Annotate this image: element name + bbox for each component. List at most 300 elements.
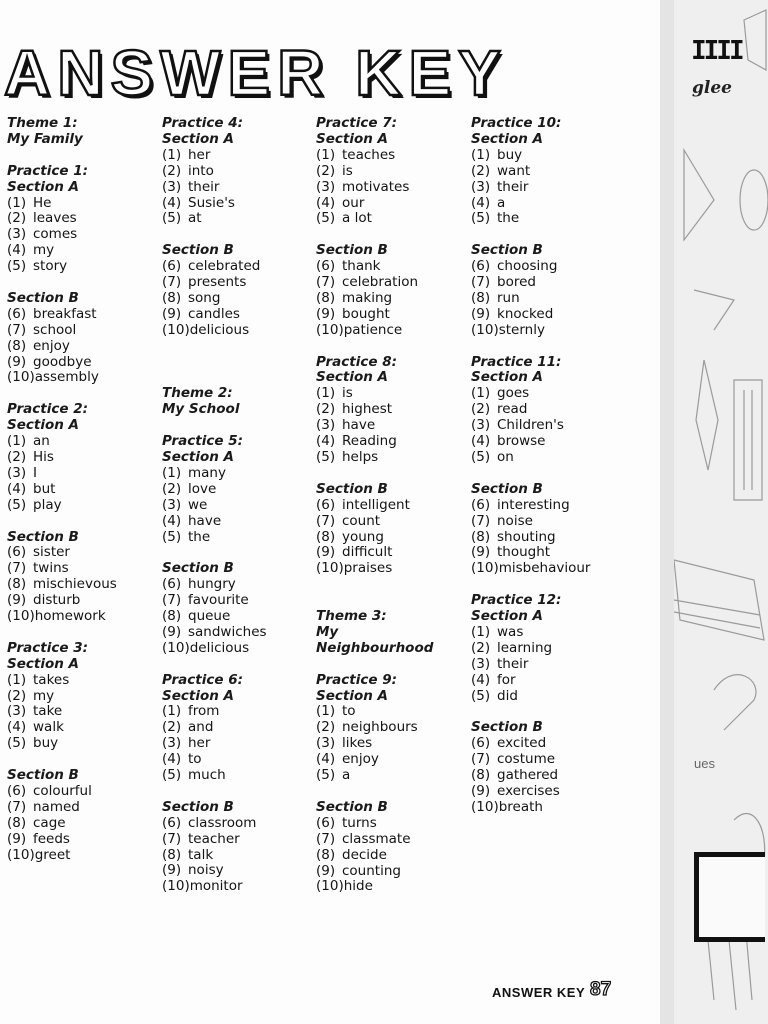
block-spacer: [7, 752, 159, 768]
item-number: (7): [162, 592, 182, 609]
answer-item: [316, 832, 468, 848]
item-answer: teaches: [342, 146, 396, 163]
item-number: (7): [471, 751, 491, 768]
answer-item: [316, 704, 468, 720]
item-number: (3): [316, 417, 336, 434]
answer-item: [471, 768, 623, 784]
item-answer: I: [33, 464, 37, 481]
page-title: ANSWER KEY: [4, 37, 508, 109]
item-number: (9): [316, 544, 336, 561]
section-heading: Theme 2:: [162, 385, 233, 402]
adjacent-logo-text: glee: [692, 78, 732, 98]
answer-item: [316, 307, 468, 323]
item-number: (9): [162, 305, 182, 322]
item-number: (2): [162, 162, 182, 179]
item-number: (1): [7, 194, 27, 211]
item-answer: story: [33, 258, 68, 275]
answer-item: [7, 577, 159, 593]
item-answer: to: [342, 703, 356, 720]
item-answer: thought: [497, 544, 551, 561]
answer-item: [7, 307, 159, 323]
answer-item: [471, 689, 623, 705]
answer-item: [471, 386, 623, 402]
item-answer: homework: [34, 608, 106, 625]
item-number: (9): [471, 305, 491, 322]
answer-item: [162, 752, 314, 768]
item-number: (4): [162, 751, 182, 768]
answer-item: [7, 498, 159, 514]
section-heading: My Family: [7, 130, 83, 147]
answer-item: [7, 561, 159, 577]
answer-item: [7, 466, 159, 482]
section-heading: Practice 9:: [316, 671, 397, 688]
item-answer: delicious: [189, 639, 250, 656]
answer-item: [316, 720, 468, 736]
item-number: (5): [471, 687, 491, 704]
item-answer: her: [188, 146, 211, 163]
item-answer: Susie's: [188, 194, 235, 211]
answer-item: [471, 561, 623, 577]
section-heading: Neighbourhood: [316, 639, 434, 656]
item-answer: celebrated: [188, 258, 261, 275]
block-spacer: [471, 704, 623, 720]
answer-item: [316, 514, 468, 530]
item-answer: talk: [188, 846, 214, 863]
block-spacer: [162, 545, 314, 561]
item-answer: noisy: [188, 862, 224, 879]
section-heading: Section A: [162, 130, 234, 147]
item-number: (7): [316, 274, 336, 291]
item-answer: goes: [497, 385, 530, 402]
answer-item: [162, 291, 314, 307]
answer-item: [471, 434, 623, 450]
block-spacer: [162, 784, 314, 800]
answer-item: [162, 259, 314, 275]
item-answer: sternly: [498, 321, 545, 338]
answer-item: [7, 816, 159, 832]
section-heading: Practice 2:: [7, 401, 88, 418]
item-answer: assembly: [34, 369, 99, 386]
item-number: (5): [316, 210, 336, 227]
item-answer: comes: [33, 226, 78, 243]
item-answer: motivates: [342, 178, 410, 195]
item-answer: breath: [498, 798, 543, 815]
section-heading: Practice 7:: [316, 115, 397, 131]
item-answer: feeds: [33, 830, 70, 847]
answer-item: [471, 545, 623, 561]
item-answer: interesting: [497, 496, 570, 513]
section-heading: Practice 5:: [162, 433, 243, 450]
answer-item: [316, 402, 468, 418]
item-number: (5): [162, 210, 182, 227]
item-answer: excited: [497, 735, 547, 752]
item-answer: buy: [497, 146, 523, 163]
item-number: (10): [162, 321, 190, 338]
item-answer: enjoy: [33, 337, 70, 354]
answer-item: [7, 196, 159, 212]
answer-item: [162, 641, 314, 657]
answer-item: [162, 196, 314, 212]
block-spacer: [316, 577, 468, 593]
item-number: (9): [471, 544, 491, 561]
item-answer: a: [497, 194, 506, 211]
footer-label: ANSWER KEY: [492, 985, 586, 1000]
answer-item: [471, 211, 623, 227]
answer-item: [162, 530, 314, 546]
item-answer: making: [342, 289, 393, 306]
item-answer: noise: [497, 512, 533, 529]
item-number: (9): [162, 862, 182, 879]
answer-item: [471, 784, 623, 800]
block-spacer: [162, 339, 314, 355]
answer-item: [7, 211, 159, 227]
answer-item: [316, 752, 468, 768]
answer-item: [162, 704, 314, 720]
item-number: (1): [471, 146, 491, 163]
answer-item: [471, 498, 623, 514]
item-number: (9): [316, 862, 336, 879]
item-answer: cage: [33, 814, 66, 831]
section-heading: Section B: [316, 480, 388, 497]
item-number: (6): [7, 544, 27, 561]
section-heading: Section B: [316, 798, 388, 815]
item-answer: sandwiches: [188, 623, 267, 640]
answer-item: [316, 864, 468, 880]
item-number: (2): [316, 719, 336, 736]
answer-item: [162, 863, 314, 879]
section-heading: Practice 12:: [471, 592, 562, 609]
item-answer: song: [188, 289, 221, 306]
item-answer: thank: [342, 258, 381, 275]
item-answer: neighbours: [342, 719, 418, 736]
item-answer: choosing: [497, 258, 558, 275]
item-answer: from: [188, 703, 220, 720]
item-answer: a: [342, 767, 351, 784]
answer-item: [316, 211, 468, 227]
item-number: (2): [162, 719, 182, 736]
item-number: (1): [7, 671, 27, 688]
section-heading: Practice 1:: [7, 162, 88, 179]
section-heading: Practice 11:: [471, 353, 562, 370]
item-answer: highest: [342, 401, 393, 418]
item-answer: Reading: [342, 433, 397, 450]
item-number: (1): [471, 623, 491, 640]
item-number: (1): [316, 385, 336, 402]
answer-item: [7, 243, 159, 259]
item-answer: their: [497, 655, 529, 672]
item-number: (4): [316, 751, 336, 768]
answer-item: [7, 355, 159, 371]
answer-column-4: [471, 116, 623, 816]
item-number: (8): [162, 846, 182, 863]
section-heading: Section A: [162, 448, 234, 465]
block-spacer: [316, 657, 468, 673]
item-number: (1): [316, 146, 336, 163]
block-spacer: [316, 339, 468, 355]
answer-item: [471, 307, 623, 323]
item-number: (8): [471, 528, 491, 545]
item-number: (3): [316, 178, 336, 195]
answer-item: [316, 848, 468, 864]
section-heading: My School: [162, 401, 240, 418]
item-number: (3): [7, 703, 27, 720]
section-heading: Section A: [7, 178, 79, 195]
item-number: (6): [471, 258, 491, 275]
answer-item: [471, 625, 623, 641]
item-answer: patience: [343, 321, 403, 338]
section-heading: Section A: [162, 687, 234, 704]
item-number: (6): [316, 258, 336, 275]
answer-item: [316, 879, 468, 895]
item-number: (2): [471, 162, 491, 179]
section-heading: [162, 355, 314, 371]
item-number: (6): [316, 814, 336, 831]
answer-item: [162, 307, 314, 323]
item-number: (1): [162, 146, 182, 163]
item-number: (5): [7, 735, 27, 752]
answer-item: [471, 418, 623, 434]
answer-item: [7, 720, 159, 736]
item-number: (1): [471, 385, 491, 402]
answer-item: [316, 561, 468, 577]
item-number: (8): [162, 289, 182, 306]
item-number: (7): [162, 274, 182, 291]
item-answer: run: [497, 289, 520, 306]
item-number: (6): [7, 782, 27, 799]
item-answer: is: [342, 385, 353, 402]
item-number: (6): [471, 496, 491, 513]
item-answer: for: [497, 671, 516, 688]
answer-item: [7, 832, 159, 848]
answer-item: [316, 259, 468, 275]
answer-item: [7, 800, 159, 816]
item-number: (6): [471, 735, 491, 752]
item-answer: disturb: [33, 592, 81, 609]
item-number: (7): [7, 321, 27, 338]
item-number: (1): [7, 433, 27, 450]
item-number: (10): [471, 560, 499, 577]
block-spacer: [162, 418, 314, 434]
answer-item: [316, 418, 468, 434]
item-answer: their: [497, 178, 529, 195]
answer-item: [316, 164, 468, 180]
item-number: (5): [471, 210, 491, 227]
item-number: (9): [471, 782, 491, 799]
answer-item: [316, 530, 468, 546]
item-number: (4): [471, 433, 491, 450]
item-answer: difficult: [342, 544, 393, 561]
adjacent-text-fragment: ues: [694, 756, 715, 771]
answer-item: [471, 148, 623, 164]
item-answer: bought: [342, 305, 390, 322]
item-number: (3): [7, 464, 27, 481]
section-heading: Section B: [471, 480, 543, 497]
item-number: (9): [7, 592, 27, 609]
block-spacer: [316, 466, 468, 482]
item-answer: helps: [342, 449, 379, 465]
item-answer: but: [33, 480, 56, 497]
section-heading: Section B: [162, 798, 234, 815]
item-number: (8): [162, 608, 182, 625]
answer-item: [7, 259, 159, 275]
answer-item: [316, 498, 468, 514]
answer-item: [162, 323, 314, 339]
item-answer: gathered: [497, 767, 559, 784]
item-answer: presents: [188, 274, 247, 291]
answer-item: [162, 498, 314, 514]
block-spacer: [7, 514, 159, 530]
answer-item: [162, 848, 314, 864]
item-answer: likes: [342, 735, 373, 752]
answer-item: [7, 784, 159, 800]
answer-item: [162, 482, 314, 498]
item-number: (1): [316, 703, 336, 720]
item-number: (10): [471, 798, 499, 815]
answer-item: [7, 434, 159, 450]
item-number: (7): [7, 560, 27, 577]
section-heading: Section B: [162, 242, 234, 259]
answer-item: [316, 450, 468, 466]
item-number: (8): [471, 289, 491, 306]
item-number: (5): [316, 449, 336, 465]
item-number: (10): [471, 321, 499, 338]
answer-item: [471, 657, 623, 673]
answer-item: [162, 609, 314, 625]
item-number: (10): [316, 560, 344, 577]
answer-item: [471, 736, 623, 752]
item-number: (6): [162, 576, 182, 593]
block-spacer: [7, 625, 159, 641]
item-number: (10): [7, 608, 35, 625]
answer-item: [162, 625, 314, 641]
section-heading: Section A: [7, 655, 79, 672]
answer-item: [316, 196, 468, 212]
answer-item: [162, 736, 314, 752]
section-heading: Practice 6:: [162, 671, 243, 688]
section-heading: Section B: [7, 528, 79, 545]
item-answer: delicious: [189, 321, 250, 338]
item-number: (6): [162, 814, 182, 831]
item-number: (4): [162, 512, 182, 529]
item-number: (9): [162, 623, 182, 640]
item-number: (3): [162, 496, 182, 513]
item-answer: celebration: [342, 274, 419, 291]
item-answer: count: [342, 512, 381, 529]
item-number: (9): [7, 830, 27, 847]
item-answer: school: [33, 321, 77, 338]
answer-column-1: [7, 116, 159, 864]
answer-item: [471, 752, 623, 768]
answer-item: [7, 323, 159, 339]
item-answer: greet: [34, 846, 71, 863]
block-spacer: [162, 227, 314, 243]
item-number: (4): [471, 194, 491, 211]
item-answer: many: [188, 464, 226, 481]
answer-item: [316, 434, 468, 450]
block-spacer: [7, 148, 159, 164]
item-number: (1): [162, 703, 182, 720]
answer-item: [471, 196, 623, 212]
item-answer: teacher: [188, 830, 240, 847]
answer-item: [471, 402, 623, 418]
item-number: (8): [7, 814, 27, 831]
item-answer: knocked: [497, 305, 554, 322]
section-heading: Section A: [316, 130, 388, 147]
item-answer: into: [188, 162, 214, 179]
section-heading: Section B: [7, 767, 79, 784]
answer-item: [471, 530, 623, 546]
item-answer: the: [188, 528, 211, 545]
item-number: (5): [316, 767, 336, 784]
section-heading: Section B: [316, 242, 388, 259]
item-answer: their: [188, 178, 220, 195]
item-answer: learning: [497, 639, 553, 656]
item-answer: buy: [33, 735, 59, 752]
block-spacer: [471, 577, 623, 593]
item-number: (3): [7, 226, 27, 243]
item-number: (4): [316, 194, 336, 211]
item-number: (10): [162, 639, 190, 656]
block-spacer: [471, 227, 623, 243]
answer-item: [162, 768, 314, 784]
section-heading: Section A: [471, 130, 543, 147]
answer-item: [7, 609, 159, 625]
item-number: (9): [316, 305, 336, 322]
answer-item: [471, 800, 623, 816]
block-spacer: [7, 386, 159, 402]
answer-item: [316, 275, 468, 291]
section-heading: Section A: [7, 417, 79, 434]
item-number: (4): [316, 433, 336, 450]
section-heading: Section A: [316, 687, 388, 704]
item-answer: exercises: [497, 782, 560, 799]
item-number: (3): [162, 735, 182, 752]
item-answer: His: [33, 448, 54, 465]
item-number: (2): [316, 401, 336, 418]
item-number: (2): [162, 480, 182, 497]
item-number: (7): [316, 830, 336, 847]
item-number: (6): [162, 258, 182, 275]
answer-item: [471, 450, 623, 466]
section-heading: My: [316, 623, 339, 640]
item-answer: on: [497, 449, 514, 465]
item-number: (3): [162, 178, 182, 195]
item-answer: our: [342, 194, 365, 211]
item-number: (10): [316, 878, 344, 895]
item-answer: mischievous: [33, 576, 117, 593]
item-number: (2): [7, 210, 27, 227]
item-answer: read: [497, 401, 528, 418]
answer-item: [162, 720, 314, 736]
item-answer: favourite: [188, 592, 249, 609]
answer-item: [162, 577, 314, 593]
section-heading: [316, 593, 468, 609]
item-answer: intelligent: [342, 496, 410, 513]
answer-item: [471, 323, 623, 339]
section-heading: Section B: [162, 560, 234, 577]
answer-item: [471, 180, 623, 196]
item-answer: colourful: [33, 782, 92, 799]
answer-item: [471, 514, 623, 530]
answer-item: [162, 593, 314, 609]
item-answer: turns: [342, 814, 377, 831]
item-answer: named: [33, 798, 80, 815]
answer-item: [162, 180, 314, 196]
item-number: (7): [162, 830, 182, 847]
block-spacer: [162, 657, 314, 673]
answer-item: [7, 482, 159, 498]
item-number: (5): [162, 528, 182, 545]
